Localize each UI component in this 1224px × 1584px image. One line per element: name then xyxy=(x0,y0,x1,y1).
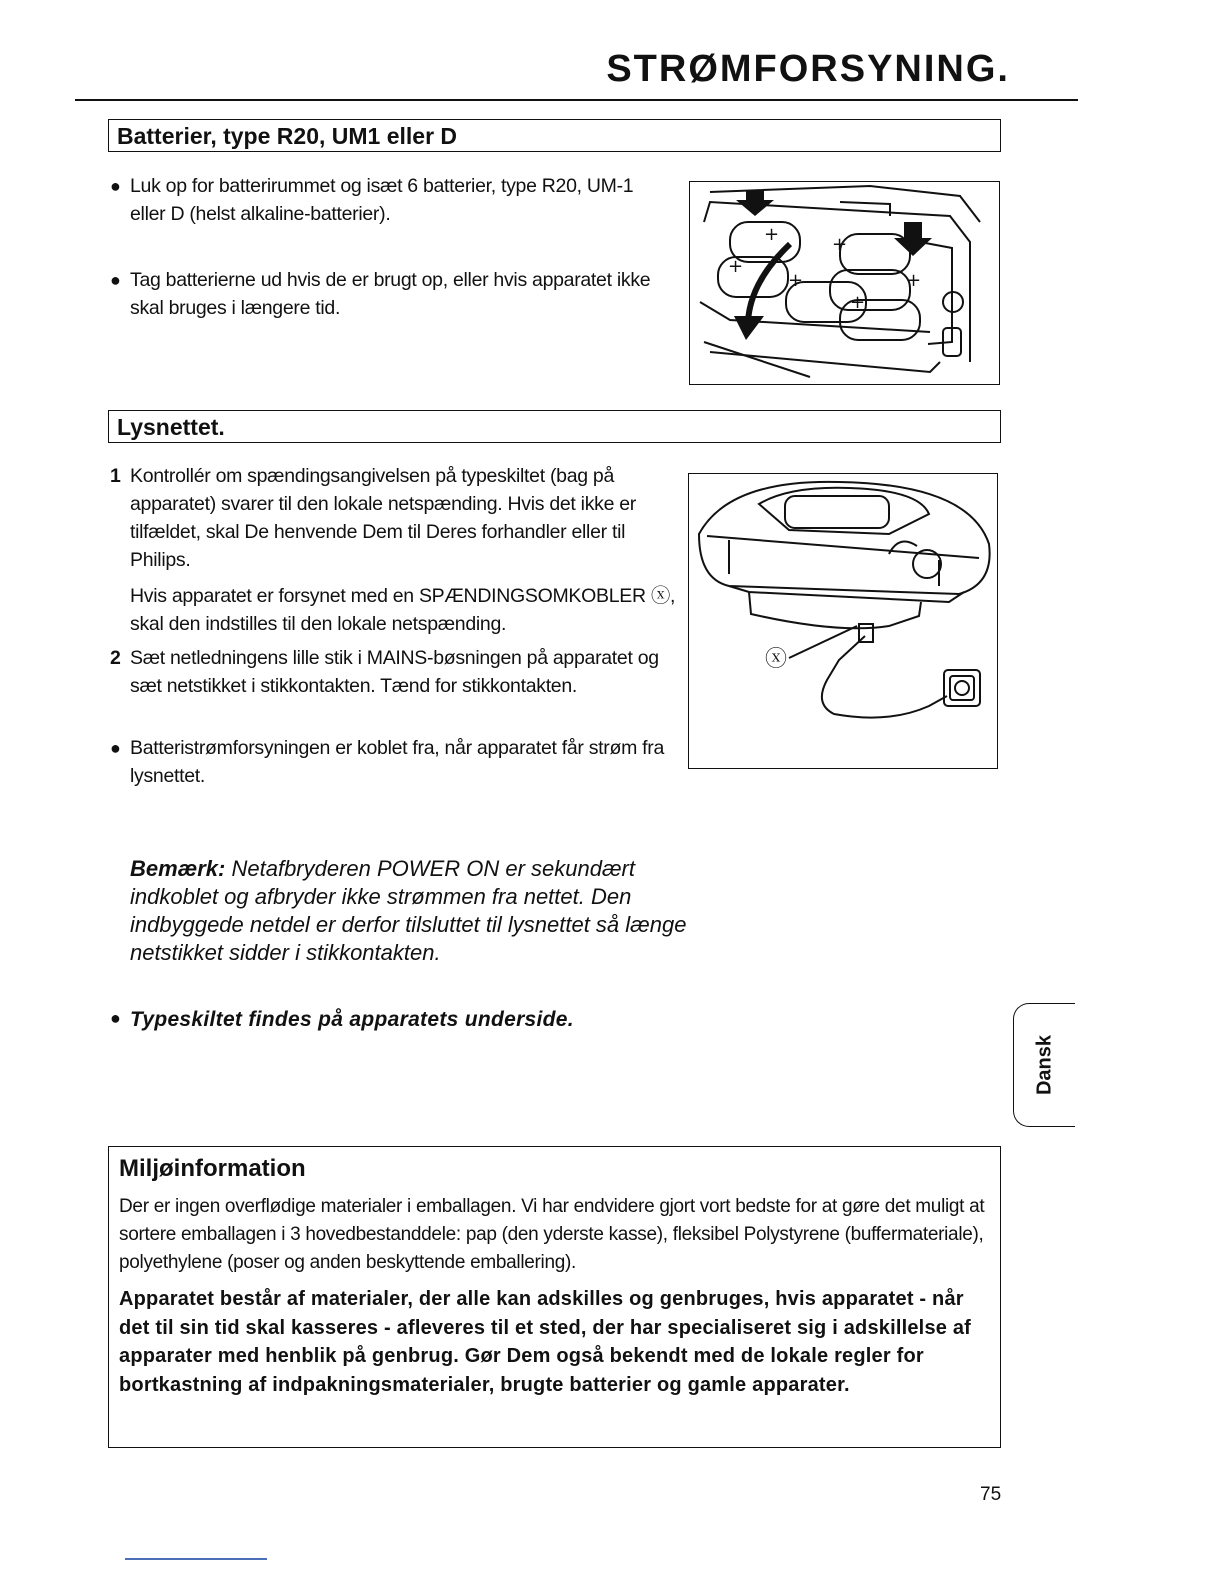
batteries-bullet-list xyxy=(110,172,670,322)
language-tab xyxy=(1013,1003,1075,1127)
note-text: Netafbryderen POWER ON er sekundært indkoblet og afbryder ikke strømmen fra nettet. Den indbyggede netdel er derfor tilsluttet til lysnettet så længe netstikket sidder i stikkontakten. xyxy=(130,856,687,965)
typeplate-row xyxy=(110,1008,710,1032)
page-title: STRØMFORSYNING. xyxy=(606,48,1010,90)
language-tab-label: Dansk xyxy=(1033,1034,1055,1096)
mains-heading: Lysnettet. xyxy=(108,410,1001,443)
voltage-selector-marker: ⓧ xyxy=(765,647,788,672)
svg-text:+: + xyxy=(906,270,922,291)
svg-text:+: + xyxy=(788,270,804,291)
note-label: Bemærk: xyxy=(130,856,226,881)
boombox-mains-figure xyxy=(688,473,998,769)
note-block xyxy=(130,855,690,967)
battery-compartment-illustration-icon xyxy=(690,182,998,383)
boombox-mains-illustration-icon xyxy=(689,474,996,767)
svg-text:+: + xyxy=(832,234,848,255)
mains-steps xyxy=(110,462,678,790)
list-item-text: Batteristrømforsyningen er koblet fra, når apparatet får strøm fra lysnettet. xyxy=(130,737,664,787)
header-rule xyxy=(75,99,1078,101)
list-item xyxy=(110,266,670,322)
bullet-icon: ● xyxy=(110,270,121,290)
svg-text:+: + xyxy=(850,292,866,313)
bullet-icon: ● xyxy=(110,738,121,758)
list-item xyxy=(110,462,678,638)
step-number: 2 xyxy=(110,647,121,669)
environment-title: Miljøinformation xyxy=(119,1155,306,1182)
environment-paragraph: Der er ingen overflødige materialer i emballagen. Vi har endvidere gjort vort bedste for at gøre det muligt at sortere emballagen i 3 hovedbestanddele: pap (den yderste kasse), fleksibel Polystyrene (buffermateriale), polyethylene (poser og anden beskyttende emballering). xyxy=(119,1196,985,1273)
svg-text:+: + xyxy=(764,224,780,245)
environment-info-box xyxy=(108,1146,1001,1448)
bullet-icon: ● xyxy=(110,1008,122,1028)
bullet-icon: ● xyxy=(110,176,121,196)
page-number: 75 xyxy=(980,1484,1002,1505)
footer-rule xyxy=(125,1558,267,1560)
step-number: 1 xyxy=(110,465,121,487)
battery-compartment-figure xyxy=(689,181,1000,385)
environment-bold-paragraph: Apparatet består af materialer, der alle kan adskilles og genbruges, hvis apparatet - når det til sin tid skal kasseres - afleveres til et sted, der har specialiseret sig i adskillelse af apparater med henblik på genbrug. Gør Dem også bekendt med de lokale regler for bortkastning af indpakningsmaterialer, brugte batterier og gamle apparater. xyxy=(119,1288,972,1396)
list-item xyxy=(110,734,678,790)
batteries-heading: Batterier, type R20, UM1 eller D xyxy=(108,119,1001,152)
step-extra-text: Hvis apparatet er forsynet med en SPÆNDINGSOMKOBLER ⓧ, skal den indstilles til den lokale netspænding. xyxy=(130,585,676,635)
list-item-text: Luk op for batterirummet og isæt 6 batterier, type R20, UM-1 eller D (helst alkaline-batterier). xyxy=(130,175,634,225)
typeplate-text: Typeskiltet findes på apparatets underside. xyxy=(130,1008,574,1031)
list-item xyxy=(110,172,670,228)
step-text: Sæt netledningens lille stik i MAINS-bøsningen på apparatet og sæt netstikket i stikkontakten. Tænd for stikkontakten. xyxy=(130,647,659,697)
list-item-text: Tag batterierne ud hvis de er brugt op, eller hvis apparatet ikke skal bruges i længere tid. xyxy=(130,269,651,319)
list-item xyxy=(110,644,678,700)
svg-text:+: + xyxy=(728,256,744,277)
step-text: Kontrollér om spændingsangivelsen på typeskiltet (bag på apparatet) svarer til den lokale netspænding. Hvis det ikke er tilfældet, skal De henvende Dem til Deres forhandler eller til Philips. xyxy=(130,465,637,571)
